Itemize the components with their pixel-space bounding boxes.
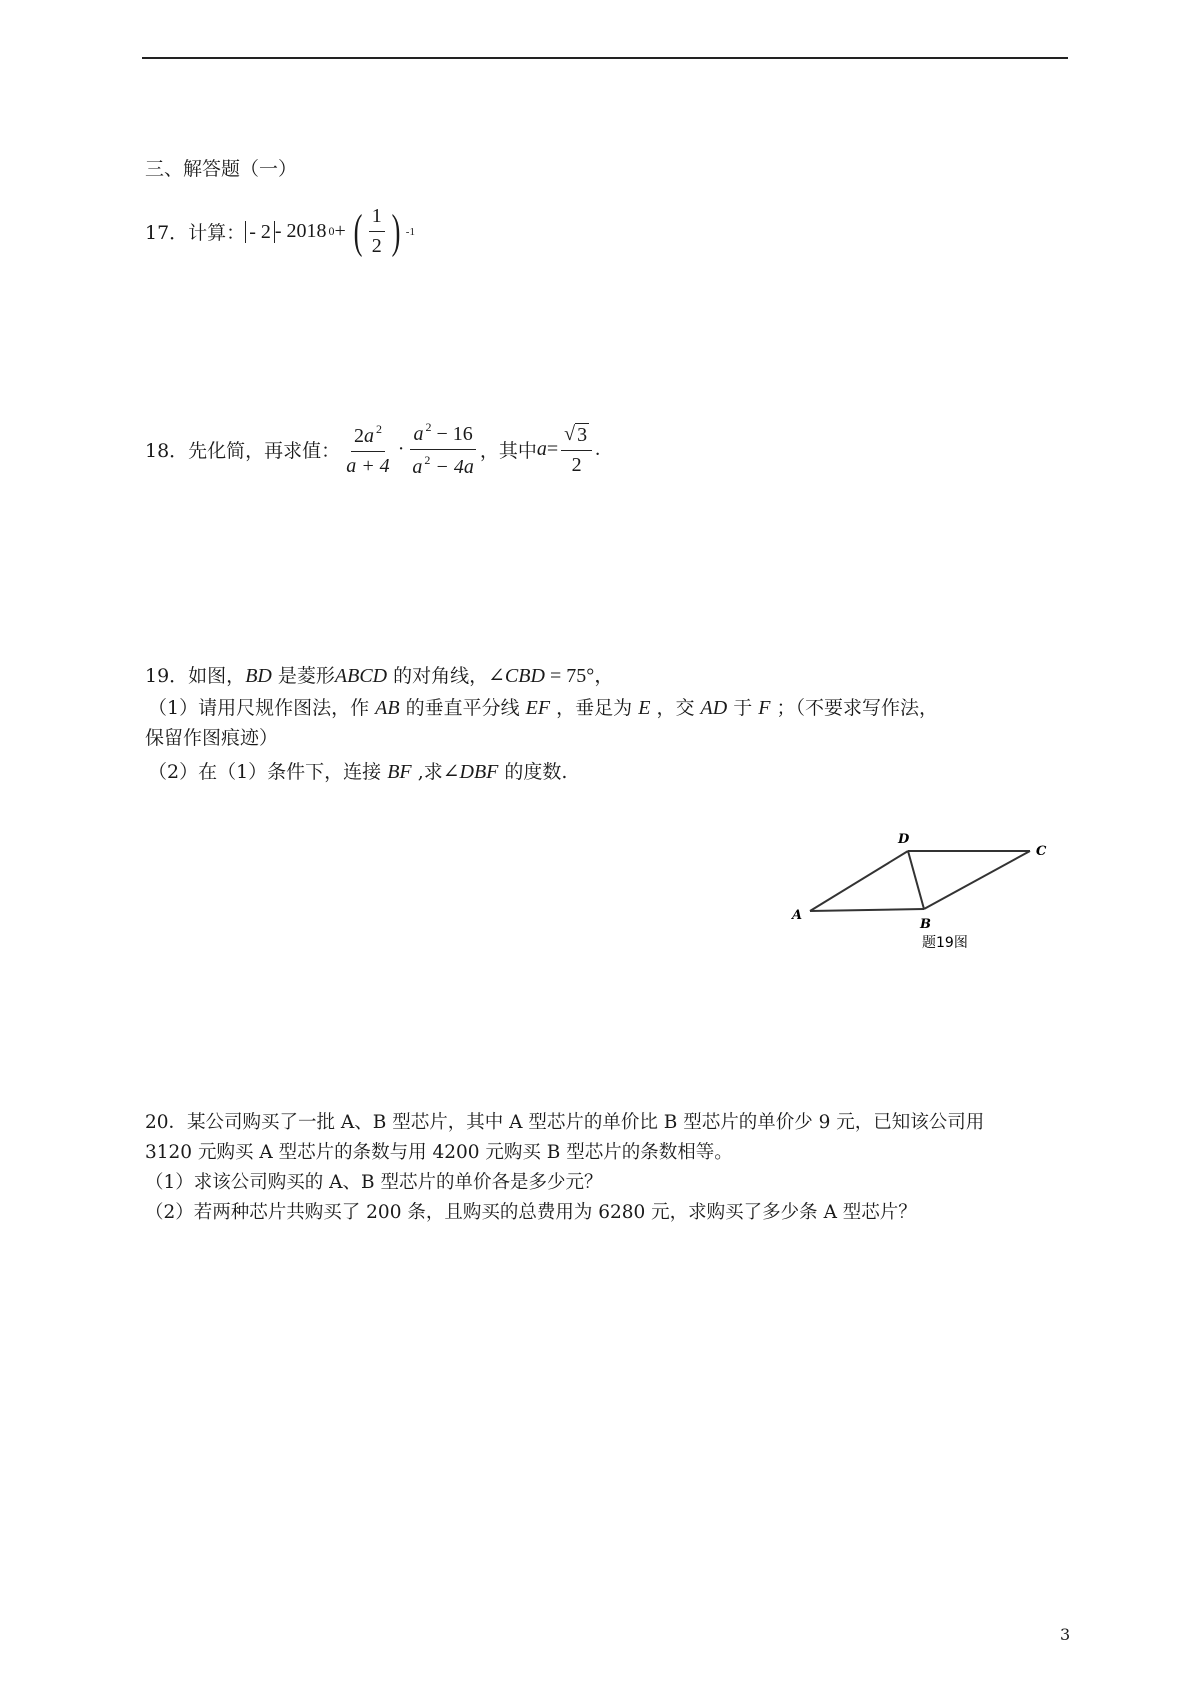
q18-value-fraction [561, 423, 592, 477]
e: E [638, 697, 651, 719]
q17-prefix: 17．计算： [145, 222, 246, 244]
text: （2）在（1）条件下，连接 [148, 761, 388, 783]
text: ，交 [650, 697, 701, 719]
question-20-line2: 3120 元购买 A 型芯片的条数与用 4200 元购买 B 型芯片的条数相等。 [145, 1142, 733, 1163]
side-ad [810, 851, 908, 911]
q18-fraction-2 [409, 420, 477, 479]
question-20-part1: （1）求该公司购买的 A、B 型芯片的单价各是多少元？ [145, 1172, 603, 1193]
side-ab [810, 909, 924, 911]
var: a [412, 456, 423, 478]
radicand: 3 [577, 423, 588, 446]
point-label-c: C [1036, 844, 1047, 859]
q17-fraction [369, 205, 385, 258]
equals: = [546, 438, 559, 460]
section-heading: 三、解答题（一） [145, 158, 298, 180]
rest: − 4a [430, 456, 474, 478]
var-a: a [536, 438, 547, 460]
text: 的度数. [498, 761, 568, 783]
q18-prefix: 18．先化简，再求值： [145, 440, 341, 462]
q17-plus: + [334, 220, 346, 242]
radical-sign: √ [564, 422, 576, 445]
q18-fraction-1 [343, 422, 393, 478]
figure-caption: 题19图 [922, 935, 968, 951]
exp: 2 [425, 420, 432, 434]
point-label-d: D [898, 832, 910, 847]
question-20-line1: 20．某公司购买了一批 A、B 型芯片，其中 A 型芯片的单价比 B 型芯片的单价少 9 元，已知该公司用 [145, 1112, 985, 1133]
q17-exponent-neg1: -1 [405, 225, 415, 238]
q17-exponent-zero: 0 [328, 224, 335, 238]
abcd: ABCD [334, 665, 388, 687]
sqrt-3 [561, 423, 592, 451]
q18-expression [340, 420, 480, 479]
question-20-part2: （2）若两种芯片共购买了 200 条，且购买的总费用为 6280 元，求购买了多少条 A 型芯片？ [145, 1202, 917, 1223]
q17-minus-term: - 2018 [274, 220, 327, 242]
exp: 2 [375, 421, 382, 436]
q18-mid: ，其中 [479, 440, 537, 462]
bd: BD [245, 665, 272, 687]
q17-absolute-value: - 2 [245, 221, 275, 243]
header-rule [142, 57, 1068, 59]
point-label-a: A [792, 908, 803, 923]
q18-dot: · [397, 438, 405, 460]
question-19-part1-line2: 保留作图痕迹） [145, 727, 279, 749]
coef: 2 [353, 424, 364, 447]
q19-prefix: 19．如图， [145, 665, 246, 687]
text: 于 [727, 697, 759, 719]
q17-frac-denominator: 2 [371, 235, 382, 257]
var: a [413, 423, 424, 445]
question-18 [145, 420, 600, 479]
angle-dbf: ∠DBF [442, 761, 499, 783]
text: ,求 [411, 761, 443, 783]
q17-frac-numerator: 1 [369, 205, 385, 232]
text: 是菱形 [271, 665, 335, 687]
ad: AD [700, 697, 728, 719]
text: 的垂直平分线 [399, 697, 526, 719]
q17-expression [245, 205, 415, 258]
angle-value: = 75°， [544, 665, 615, 687]
rhombus-figure [780, 825, 1060, 955]
question-19-part2 [148, 757, 567, 784]
rest: − 16 [431, 423, 473, 445]
ef: EF [525, 697, 551, 719]
ab: AB [375, 697, 400, 719]
diagonal-bd [908, 851, 924, 909]
left-paren: ( [353, 204, 363, 258]
bf: BF [387, 761, 412, 783]
page-number: 3 [1060, 1625, 1071, 1644]
q18-value [537, 423, 600, 477]
period: . [595, 438, 601, 460]
text: 的对角线， [387, 665, 489, 687]
q18-frac1-denominator: a + 4 [346, 454, 390, 477]
question-17 [145, 205, 415, 258]
denominator: 2 [571, 453, 582, 476]
question-19-line1 [145, 659, 614, 688]
right-paren: ) [391, 204, 401, 258]
exp: 2 [424, 453, 431, 467]
point-label-b: B [920, 917, 931, 932]
text: （1）请用尺规作图法，作 [148, 697, 376, 719]
text: ；（不要求写作法， [770, 697, 939, 719]
text: ，垂足为 [550, 697, 639, 719]
var: a [363, 424, 374, 447]
question-19-part1 [148, 693, 938, 720]
side-cb [924, 851, 1030, 909]
angle-cbd: ∠CBD [488, 665, 545, 687]
f: F [758, 697, 771, 719]
